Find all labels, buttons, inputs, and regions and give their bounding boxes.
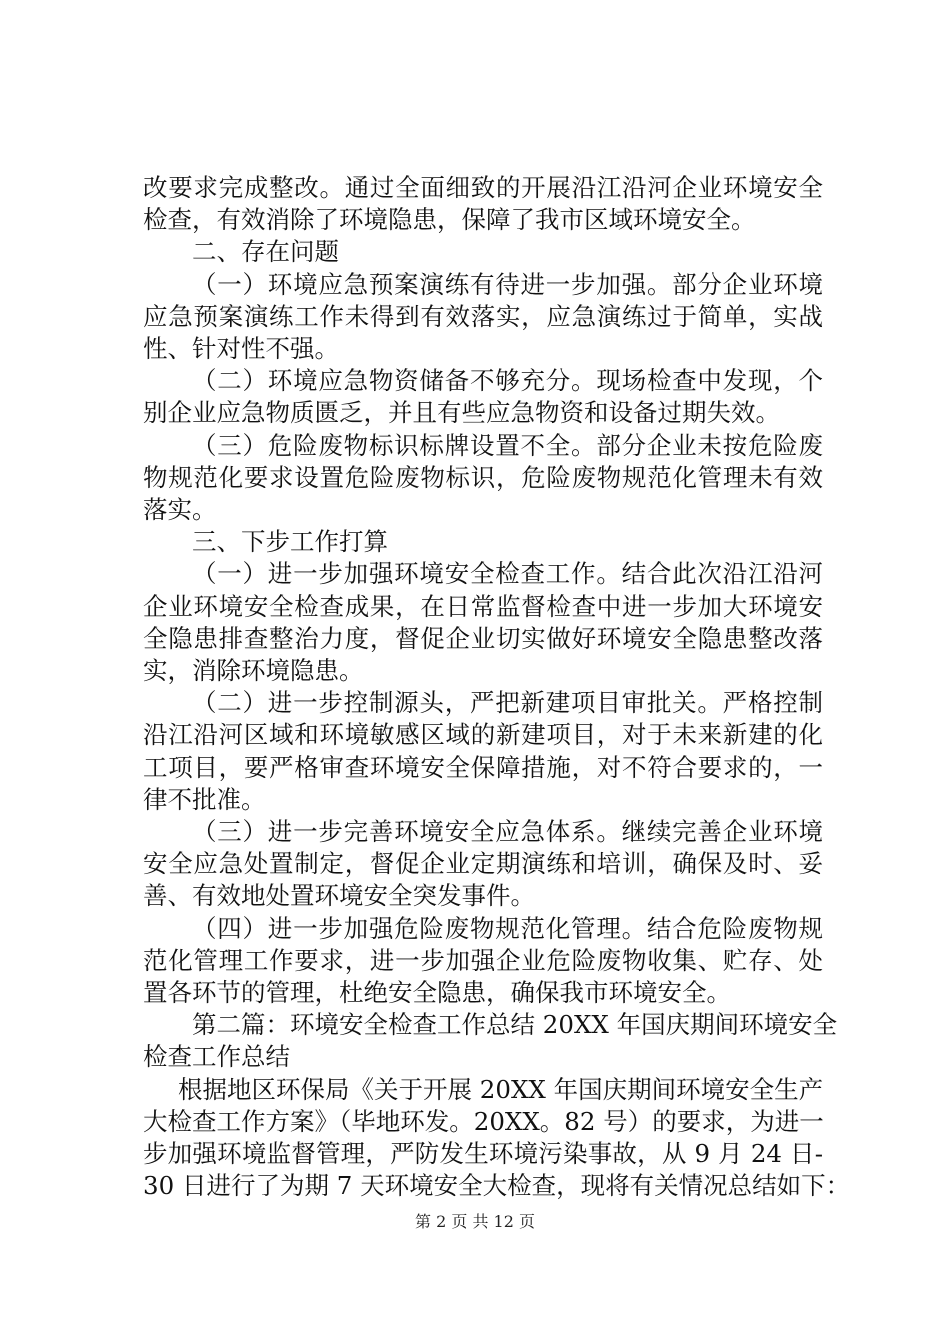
text-line: 实，消除环境隐患。 xyxy=(143,656,364,685)
text-line: （二）进一步控制源头，严把新建项目审批关。严格控制 xyxy=(192,688,823,718)
text-line: 律不批准。 xyxy=(143,784,266,814)
text-line: 企业环境安全检查成果，在日常监督检查中进一步加大环境安 xyxy=(143,591,823,621)
text-line: 第二篇：环境安全检查工作总结 20XX 年国庆期间环境安全 xyxy=(192,1010,838,1040)
text-line: （一）进一步加强环境安全检查工作。结合此次沿江沿河 xyxy=(192,559,823,589)
text-line: 置各环节的管理，杜绝安全隐患，确保我市环境安全。 xyxy=(143,978,731,1007)
text-line: 30 日进行了为期 7 天环境安全大检查，现将有关情况总结如下： xyxy=(143,1171,851,1201)
text-line: 物规范化要求设置危险废物标识，危险废物规范化管理未有效 xyxy=(143,462,823,492)
text-line: （一）环境应急预案演练有待进一步加强。部分企业环境 xyxy=(192,269,823,299)
text-line: （三）进一步完善环境安全应急体系。继续完善企业环境 xyxy=(192,817,823,846)
text-line: 三、下步工作打算 xyxy=(192,527,388,557)
text-line: 应急预案演练工作未得到有效落实，应急演练过于简单，实战 xyxy=(143,301,823,331)
text-line: 检查工作总结 xyxy=(143,1042,290,1072)
text-line: 落实。 xyxy=(143,495,217,524)
text-line: 二、存在问题 xyxy=(192,237,339,267)
text-line: 范化管理工作要求，进一步加强企业危险废物收集、贮存、处 xyxy=(143,945,823,975)
text-line: 检查，有效消除了环境隐患，保障了我市区域环境安全。 xyxy=(143,205,756,235)
text-line: 别企业应急物质匮乏，并且有些应急物资和设备过期失效。 xyxy=(143,398,780,428)
text-line: 改要求完成整改。通过全面细致的开展沿江沿河企业环境安全 xyxy=(143,173,823,202)
text-line: （二）环境应急物资储备不够充分。现场检查中发现，个 xyxy=(192,366,823,396)
text-line: 根据地区环保局《关于开展 20XX 年国庆期间环境安全生产 xyxy=(178,1074,824,1104)
text-line: 沿江沿河区域和环境敏感区域的新建项目，对于未来新建的化 xyxy=(143,720,823,750)
text-line: 安全应急处置制定，督促企业定期演练和培训，确保及时、妥 xyxy=(143,849,823,879)
text-line: （三）危险废物标识标牌设置不全。部分企业未按危险废 xyxy=(192,430,823,460)
text-line: 大检查工作方案》（毕地环发。20XX。82 号）的要求，为进一 xyxy=(143,1106,824,1136)
text-line: 步加强环境监督管理，严防发生环境污染事故，从 9 月 24 日- xyxy=(143,1139,823,1168)
text-line: 性、针对性不强。 xyxy=(143,334,339,363)
text-line: （四）进一步加强危险废物规范化管理。结合危险废物规 xyxy=(192,913,823,943)
text-line: 善、有效地处置环境安全突发事件。 xyxy=(143,881,535,911)
text-line: 全隐患排查整治力度，督促企业切实做好环境安全隐患整改落 xyxy=(143,623,823,653)
page-footer: 第 2 页 共 12 页 xyxy=(415,1212,535,1231)
text-line: 工项目，要严格审查环境安全保障措施，对不符合要求的，一 xyxy=(143,752,823,782)
